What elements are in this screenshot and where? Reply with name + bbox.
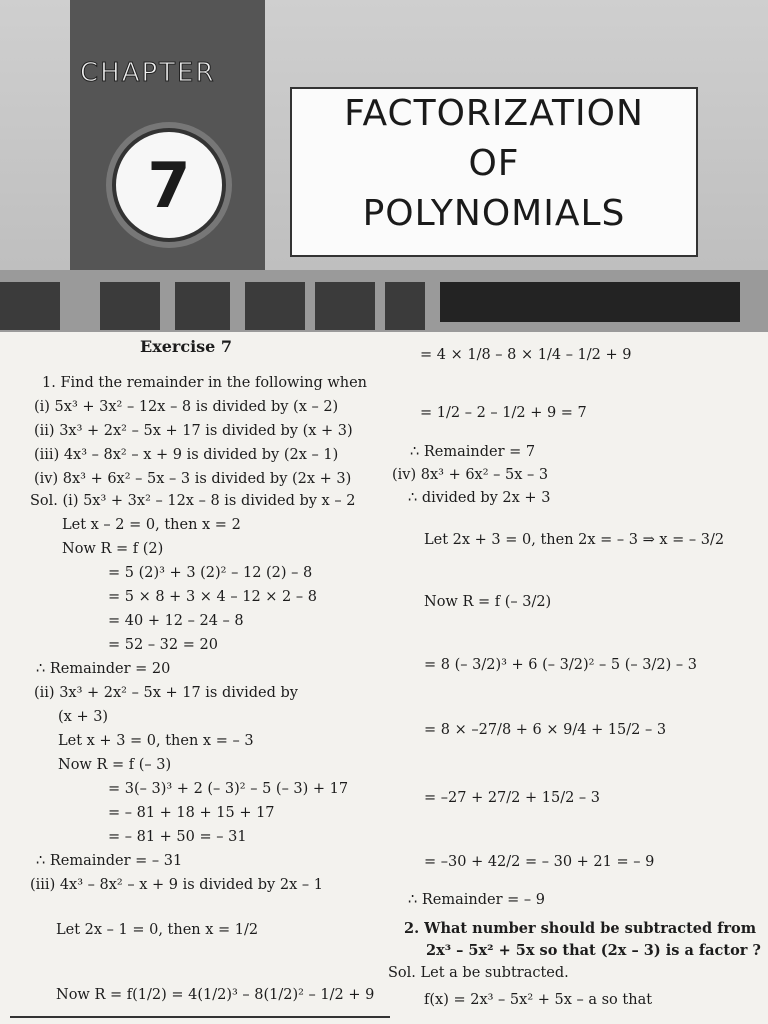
remainder-line: ∴ Remainder = – 31 bbox=[36, 853, 183, 869]
banner-block bbox=[245, 282, 305, 330]
banner-dark-bar bbox=[440, 282, 740, 322]
solution-line: (x + 3) bbox=[58, 709, 109, 725]
question-1: 1. Find the remainder in the following when bbox=[42, 375, 368, 391]
solution-line: = – 81 + 50 = – 31 bbox=[108, 829, 247, 845]
title-line-2: OF bbox=[468, 143, 520, 184]
solution-line: Now R = f(1/2) = 4(1/2)³ – 8(1/2)² – 1/2 + 9 bbox=[56, 987, 375, 1003]
solution-line: = –30 + 42/2 = – 30 + 21 = – 9 bbox=[424, 854, 655, 870]
chapter-title bbox=[290, 87, 698, 257]
banner-block bbox=[0, 282, 60, 330]
title-line-1: FACTORIZATION bbox=[344, 93, 644, 134]
solution-line: = 40 + 12 – 24 – 8 bbox=[108, 613, 244, 629]
title-line-3: POLYNOMIALS bbox=[362, 193, 626, 234]
bottom-rule bbox=[10, 1016, 390, 1018]
question-2: 2. What number should be subtracted from bbox=[404, 920, 757, 937]
chapter-label: CHAPTER bbox=[80, 58, 216, 88]
question-1-i: (i) 5x³ + 3x² – 12x – 8 is divided by (x – 2) bbox=[34, 399, 339, 415]
remainder-line: ∴ Remainder = 7 bbox=[410, 444, 536, 460]
solution-line: Let 2x – 1 = 0, then x = 1/2 bbox=[56, 922, 259, 938]
solution-line: = 52 – 32 = 20 bbox=[108, 637, 218, 653]
banner-block bbox=[315, 282, 375, 330]
solution-line: Let x + 3 = 0, then x = – 3 bbox=[58, 733, 254, 749]
chapter-number: 7 bbox=[147, 148, 191, 222]
solution-line: = 3(– 3)³ + 2 (– 3)² – 5 (– 3) + 17 bbox=[108, 781, 349, 797]
chapter-number-badge bbox=[112, 128, 226, 242]
solution-i: Sol. (i) 5x³ + 3x² – 12x – 8 is divided by x – 2 bbox=[30, 493, 356, 509]
solution-iv: (iv) 8x³ + 6x² – 5x – 3 bbox=[392, 467, 549, 483]
solution-2: Sol. Let a be subtracted. bbox=[388, 965, 569, 981]
solution-line: = 8 × –27/8 + 6 × 9/4 + 15/2 – 3 bbox=[424, 722, 667, 738]
solution-line: = 1/2 – 2 – 1/2 + 9 = 7 bbox=[420, 405, 587, 421]
question-1-iv: (iv) 8x³ + 6x² – 5x – 3 is divided by (2x + 3) bbox=[34, 471, 352, 487]
remainder-line: ∴ Remainder = 20 bbox=[36, 661, 171, 677]
remainder-line: ∴ Remainder = – 9 bbox=[408, 892, 545, 908]
banner-block bbox=[175, 282, 230, 330]
exercise-title: Exercise 7 bbox=[140, 337, 233, 356]
solution-line: = 4 × 1/8 – 8 × 1/4 – 1/2 + 9 bbox=[420, 347, 632, 363]
solution-line: = –27 + 27/2 + 15/2 – 3 bbox=[424, 790, 601, 806]
solution-line: Now R = f (– 3/2) bbox=[424, 594, 552, 610]
banner-block bbox=[385, 282, 425, 330]
question-1-iii: (iii) 4x³ – 8x² – x + 9 is divided by (2x – 1) bbox=[34, 447, 339, 463]
solution-iii: (iii) 4x³ – 8x² – x + 9 is divided by 2x – 1 bbox=[30, 877, 323, 893]
solution-line: = 8 (– 3/2)³ + 6 (– 3/2)² – 5 (– 3/2) – 3 bbox=[424, 657, 697, 673]
solution-line: = 5 × 8 + 3 × 4 – 12 × 2 – 8 bbox=[108, 589, 317, 605]
solution-line: = – 81 + 18 + 15 + 17 bbox=[108, 805, 275, 821]
solution-ii: (ii) 3x³ + 2x² – 5x + 17 is divided by bbox=[34, 685, 298, 701]
solution-line: Now R = f (– 3) bbox=[58, 757, 172, 773]
question-2-cont: 2x³ – 5x² + 5x so that (2x – 3) is a factor ? bbox=[426, 942, 761, 959]
solution-line: f(x) = 2x³ – 5x² + 5x – a so that bbox=[424, 992, 653, 1008]
question-1-ii: (ii) 3x³ + 2x² – 5x + 17 is divided by (x + 3) bbox=[34, 423, 353, 439]
banner-block bbox=[100, 282, 160, 330]
solution-line: Now R = f (2) bbox=[62, 541, 164, 557]
solution-line: ∴ divided by 2x + 3 bbox=[408, 490, 551, 506]
solution-line: = 5 (2)³ + 3 (2)² – 12 (2) – 8 bbox=[108, 565, 313, 581]
solution-line: Let x – 2 = 0, then x = 2 bbox=[62, 517, 241, 533]
solution-line: Let 2x + 3 = 0, then 2x = – 3 ⇒ x = – 3/2 bbox=[424, 532, 725, 548]
